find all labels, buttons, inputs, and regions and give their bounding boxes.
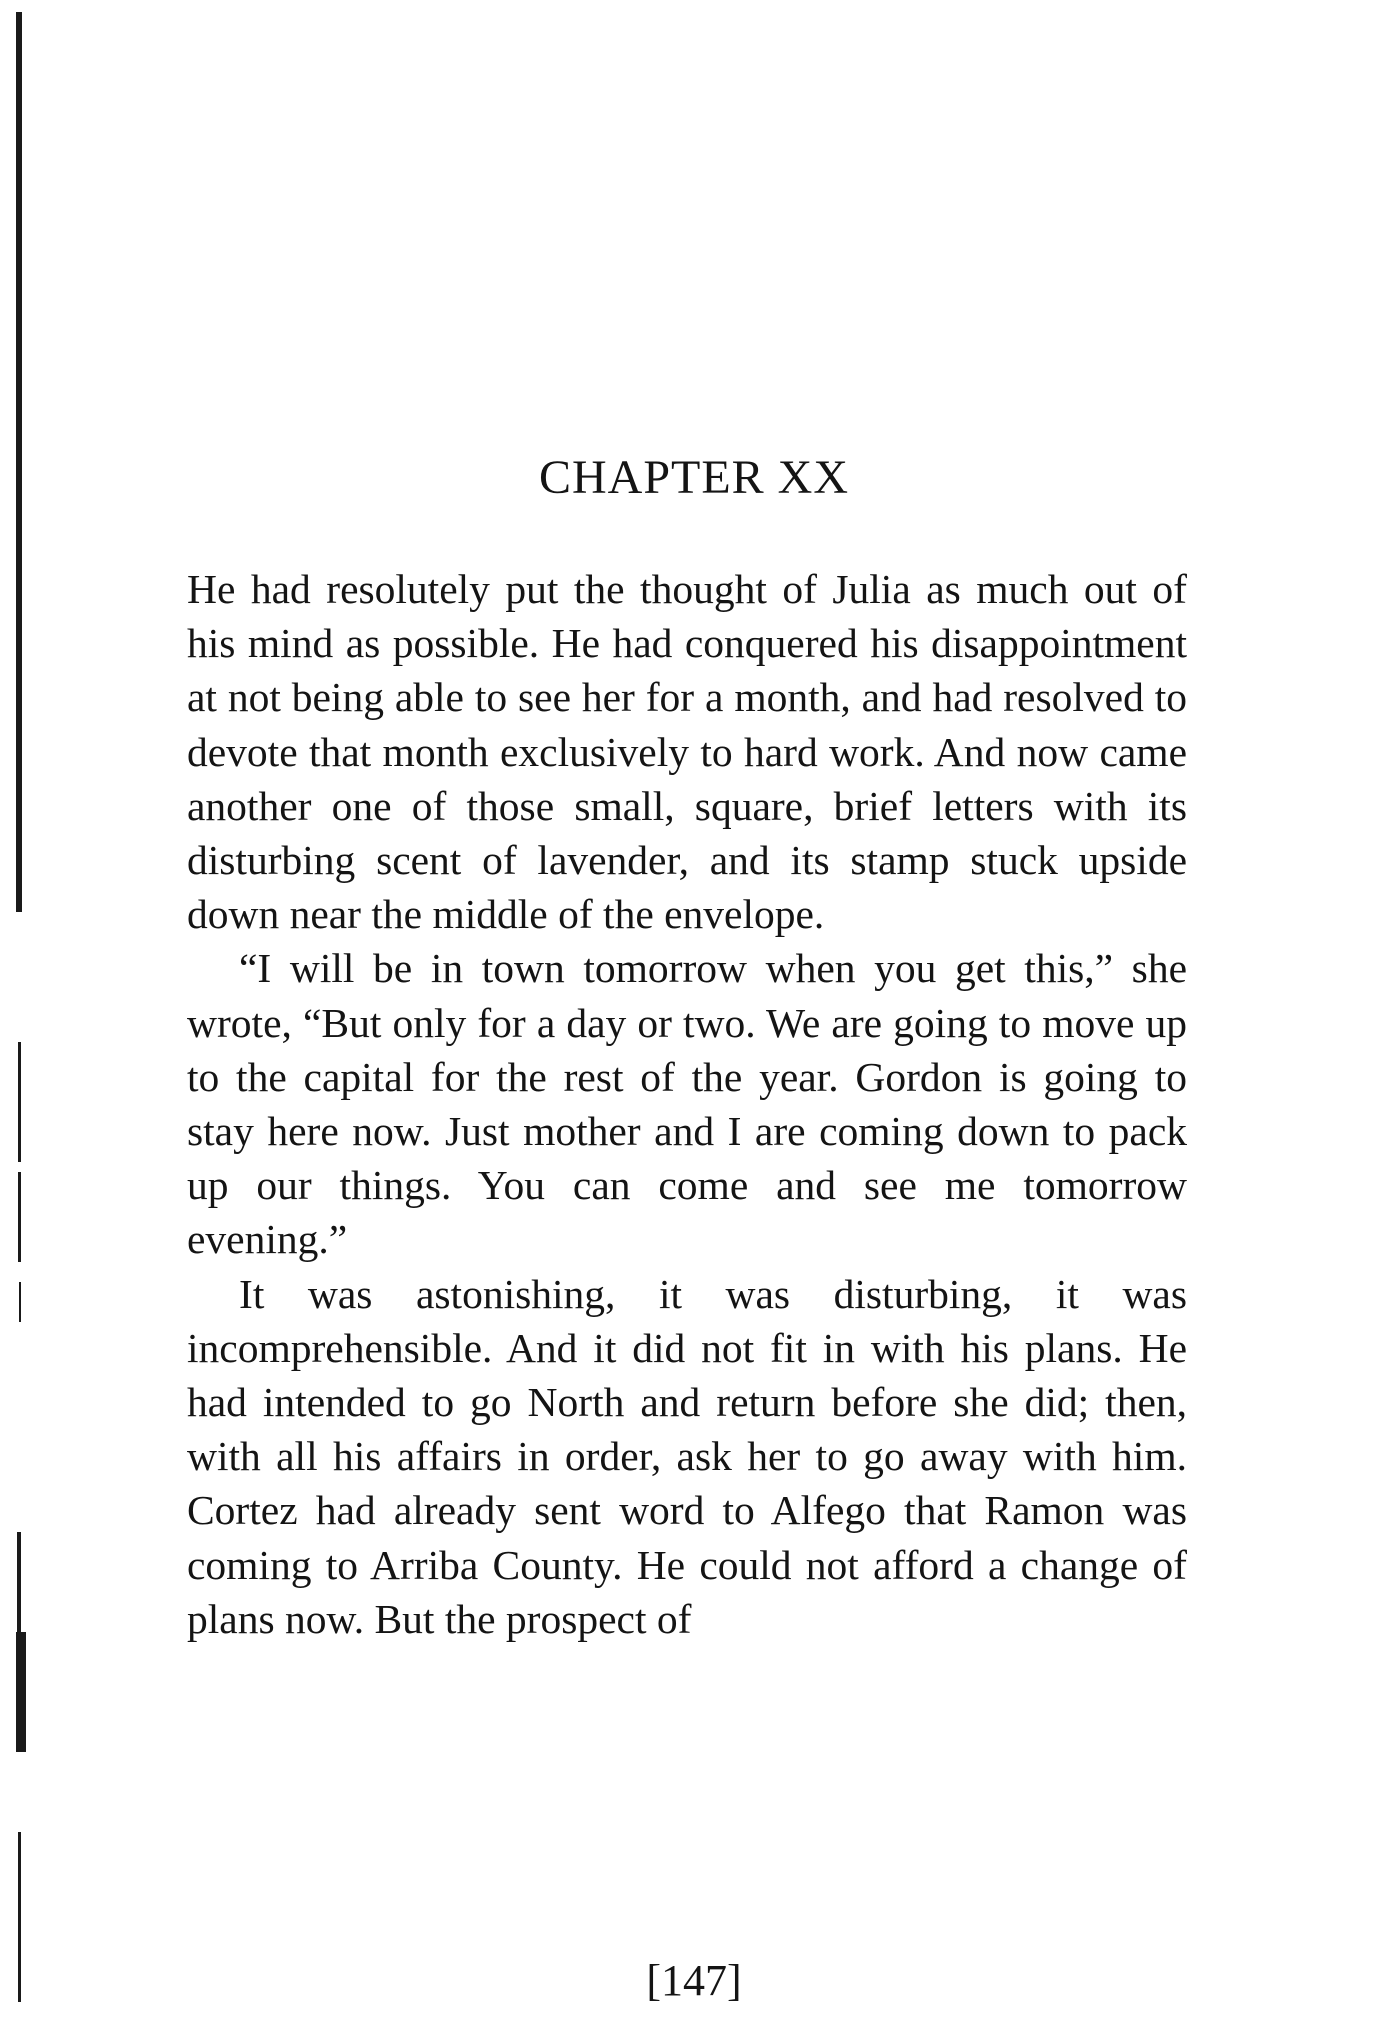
paragraph: It was astonishing, it was disturbing, it was incomprehensible. And it did not fit in with his plans. He had intended to go North and return before she did; then, with all his affairs in order, ask her to go away with him. Cortez had already sent word to Alfego that Ramon was coming to Arriba County. He could not afford a change of plans now. But the prospect of <box>187 1270 1187 1642</box>
binding-edge-segment <box>19 1282 21 1322</box>
binding-edge-segment <box>18 1172 21 1262</box>
chapter-title: CHAPTER XX <box>538 451 850 504</box>
chapter-body <box>187 562 1187 1646</box>
paragraph: “I will be in town tomorrow when you get this,” she wrote, “But only for a day or two. We are going to move up to the capital for the rest of the year. Gordon is going to stay here now. Just mother and I are coming down to pack up our things. You can come and see me tomorrow evening.” <box>187 945 1187 1263</box>
binding-edge-segment <box>16 1632 26 1752</box>
paragraph: He had resolutely put the thought of Julia as much out of his mind as possible. He had conquered his disappointment at not being able to see her for a month, and had resolved to devote that month exclusively to hard work. And now came another one of those small, square, brief letters with its disturbing scent of lavender, and its stamp stuck upside down near the middle of the envelope. <box>187 566 1187 938</box>
binding-edge-segment <box>18 1042 21 1162</box>
page-number: [147] <box>646 1956 742 2005</box>
binding-edge-shadow <box>16 12 26 2002</box>
